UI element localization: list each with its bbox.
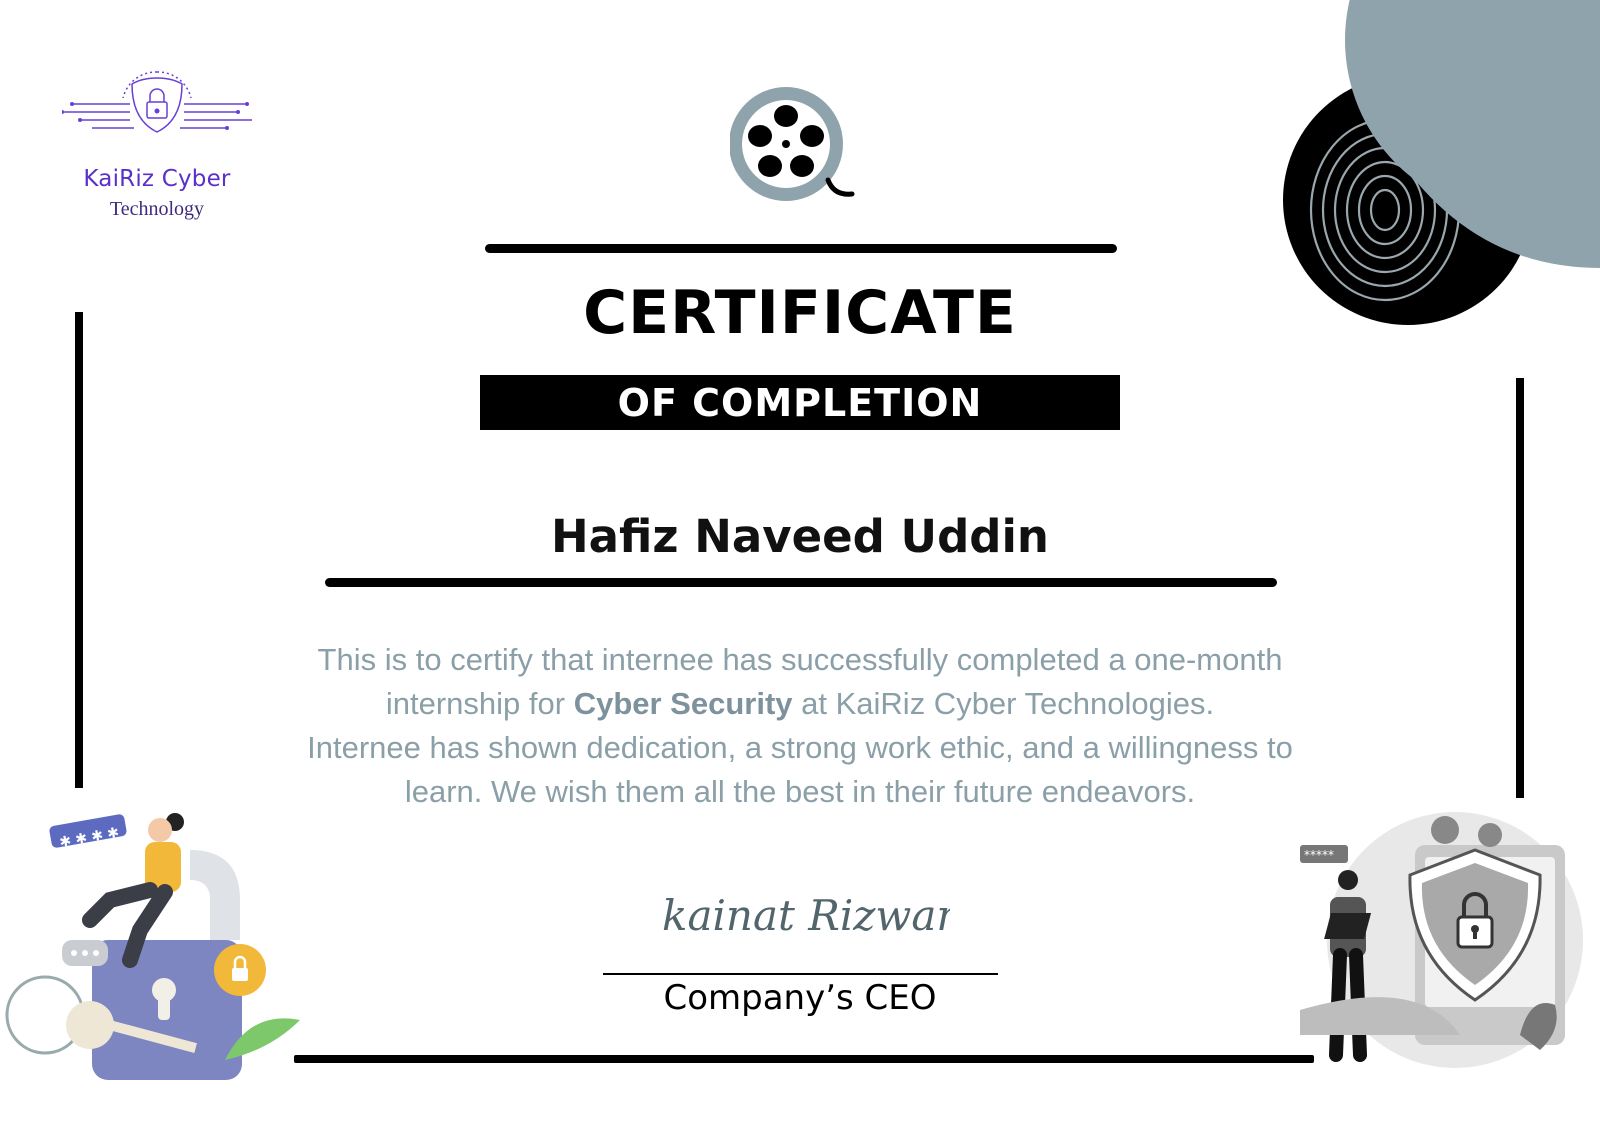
signature-text: kainat Rizwan [662,891,950,940]
logo-company-name: KaiRiz Cyber [83,166,231,192]
padlock-person-illustration [0,810,310,1100]
right-border-bar [1516,378,1524,798]
fingerprint-decoration [1280,0,1600,330]
subtitle-banner [480,375,1120,430]
certificate-subtitle: OF COMPLETION [617,380,983,425]
signature-line [603,973,998,975]
svg-text:*****: ***** [1304,848,1334,862]
svg-text:✱ ✱ ✱ ✱: ✱ ✱ ✱ ✱ [58,824,121,851]
film-reel-icon [730,86,870,206]
body-text-part2: at KaiRiz Cyber Technologies. [792,686,1215,721]
left-border-bar [75,312,83,788]
signatory-role: Company’s CEO [663,978,937,1018]
body-text-part1: This is to certify that internee has successfully completed a one-month internship for [317,642,1283,721]
certificate-title: CERTIFICATE [583,278,1017,348]
cyber-shield-illustration [1300,805,1600,1095]
bottom-border-line [294,1055,1314,1063]
company-logo [62,70,252,230]
shield-lock-icon [62,70,252,165]
ceo-signature [650,870,950,980]
recipient-name: Hafiz Naveed Uddin [551,510,1049,563]
body-highlight: Cyber Security [573,686,793,721]
title-divider [485,244,1117,253]
logo-company-subtitle: Technology [109,198,205,220]
name-underline [325,578,1277,587]
certificate-body [280,638,1320,814]
body-text-line2: Internee has shown dedication, a strong work ethic, and a willingness to learn. We wish them all the best in their future endeavors. [307,730,1293,809]
